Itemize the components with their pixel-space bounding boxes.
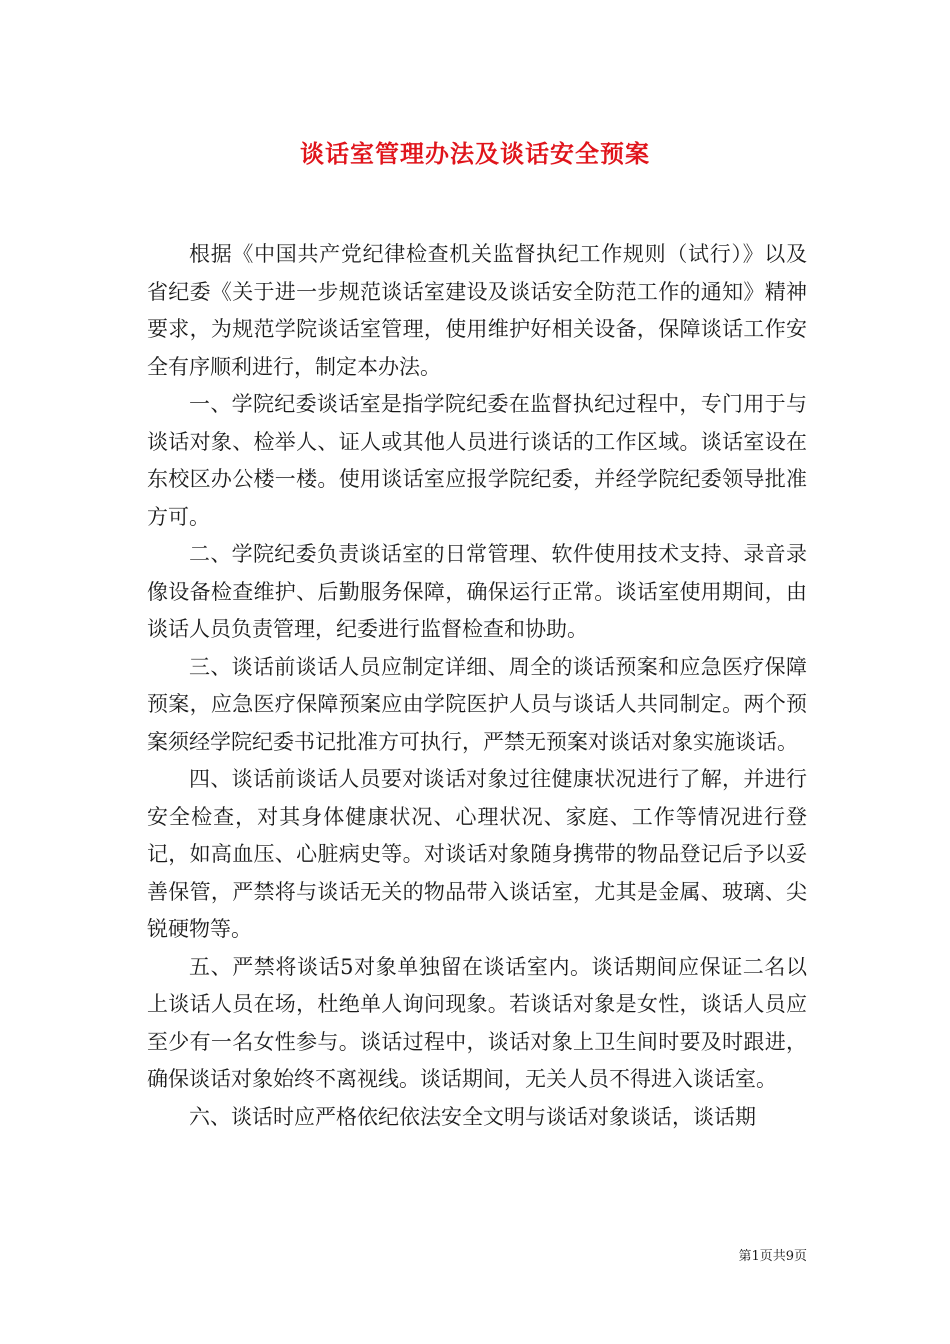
- paragraph-intro: 根据《中国共产党纪律检查机关监督执纪工作规则（试行）》以及省纪委《关于进一步规范谈话室建设及谈话安全防范工作的通知》精神要求，为规范学院谈话室管理，使用维护好相关设备，保障谈话工作安全有序顺利进行，制定本办法。: [147, 242, 807, 379]
- paragraph-1: 一、学院纪委谈话室是指学院纪委在监督执纪过程中，专门用于与谈话对象、检举人、证人或其他人员进行谈话的工作区域。谈话室设在东校区办公楼一楼。使用谈话室应报学院纪委，并经学院纪委领导批准方可。: [147, 392, 807, 529]
- document-title: 谈话室管理办法及谈话安全预案: [300, 139, 650, 168]
- paragraph-2: 二、学院纪委负责谈话室的日常管理、软件使用技术支持、录音录像设备检查维护、后勤服务保障，确保运行正常。谈话室使用期间，由谈话人员负责管理，纪委进行监督检查和协助。: [147, 542, 807, 641]
- paragraph-6: 六、谈话时应严格依纪依法安全文明与谈话对象谈话，谈话期: [189, 1104, 756, 1129]
- paragraph-3: 三、谈话前谈话人员应制定详细、周全的谈话预案和应急医疗保障预案，应急医疗保障预案应由学院医护人员与谈话人共同制定。两个预案须经学院纪委书记批准方可执行，严禁无预案对谈话对象实施谈话。: [147, 654, 807, 754]
- document-body: [147, 236, 807, 1136]
- paragraph-4: 四、谈话前谈话人员要对谈话对象过往健康状况进行了解，并进行安全检查，对其身体健康状况、心理状况、家庭、工作等情况进行登记，如高血压、心脏病史等。对谈话对象随身携带的物品登记后予以妥善保管，严禁将与谈话无关的物品带入谈话室，尤其是金属、玻璃、尖锐硬物等。: [147, 767, 807, 941]
- page-number: 第1页共9页: [738, 1249, 807, 1264]
- paragraph-5: 五、严禁将谈话5对象单独留在谈话室内。谈话期间应保证二名以上谈话人员在场，杜绝单人询问现象。若谈话对象是女性，谈话人员应至少有一名女性参与。谈话过程中，谈话对象上卫生间时要及时跟进，确保谈话对象始终不离视线。谈话期间，无关人员不得进入谈话室。: [147, 954, 807, 1091]
